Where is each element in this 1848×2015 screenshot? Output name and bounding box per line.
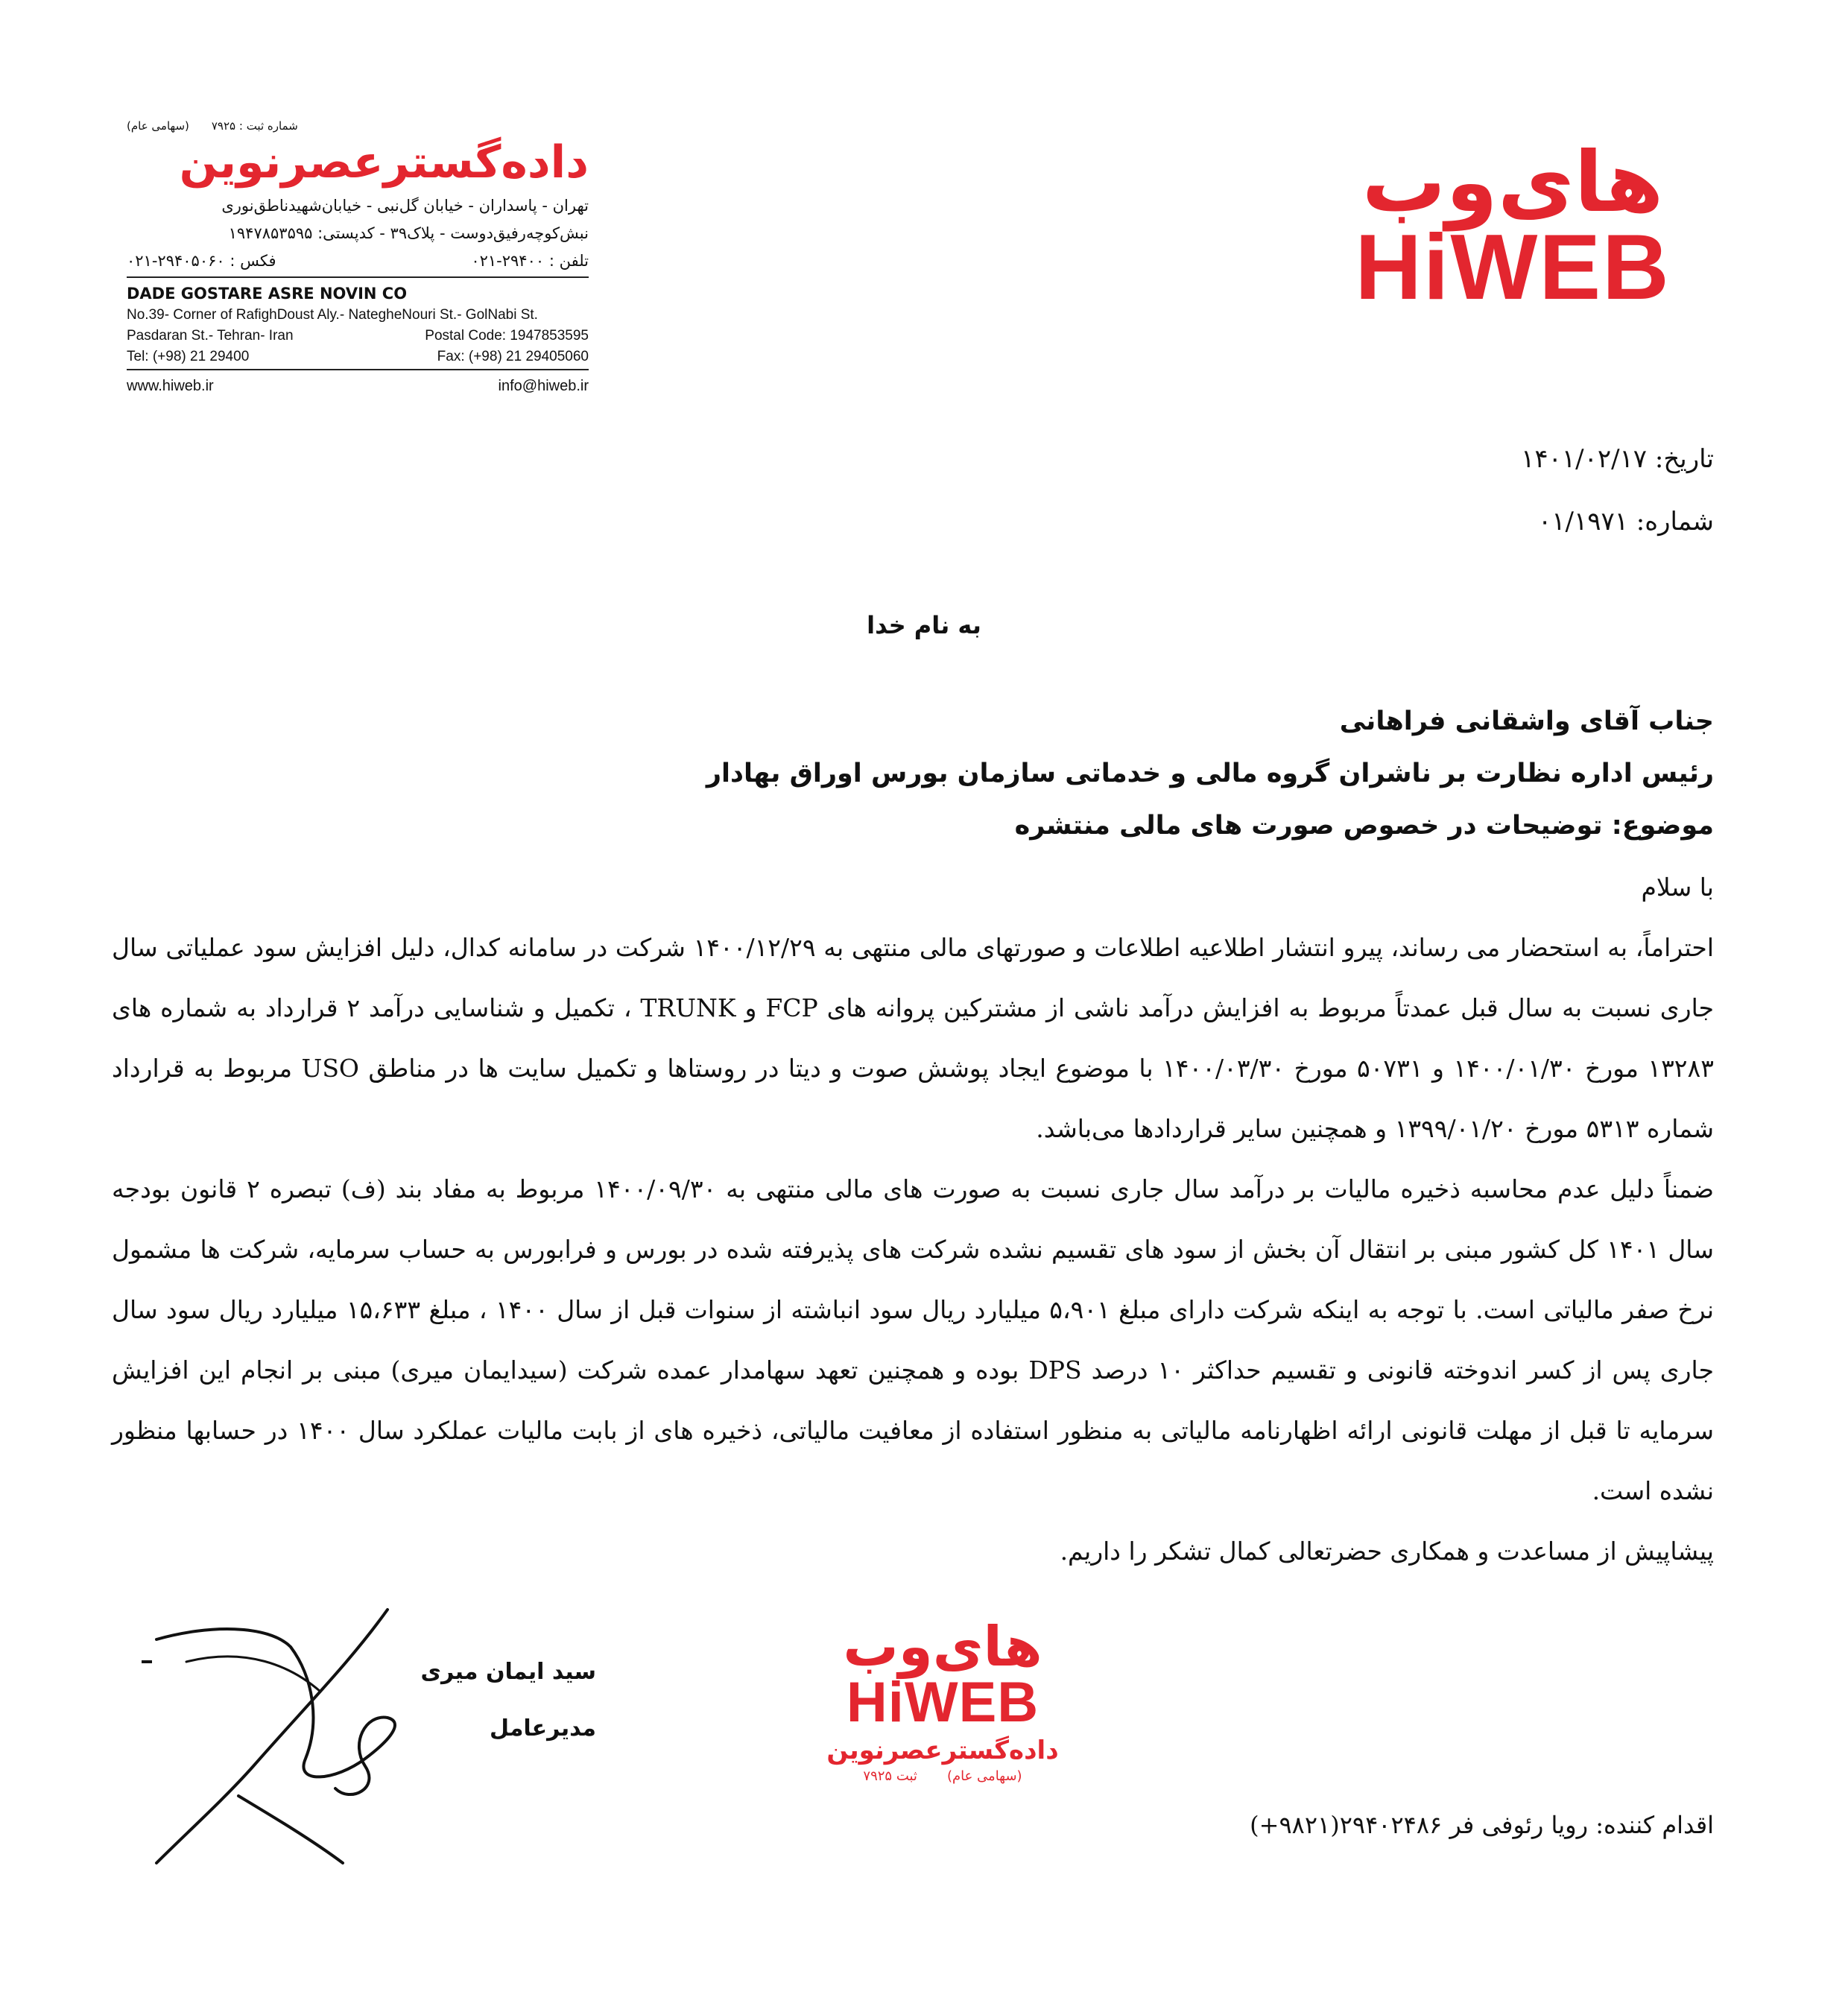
- hiweb-logo: [1349, 134, 1677, 319]
- contact-fa-row: [127, 247, 589, 275]
- letterhead-divider-2: [127, 369, 589, 370]
- contact-en-row: [127, 347, 589, 367]
- fax-en: Fax: (+98) 21 29405060: [437, 349, 589, 364]
- address-en-line-1: No.39- Corner of RafighDoust Aly.- NategheNouri St.- GolNabi St.: [127, 307, 538, 323]
- web-row: [127, 378, 589, 395]
- address-en-row: [127, 326, 589, 347]
- registration-number: شماره ثبت : ۷۹۲۵: [211, 119, 298, 133]
- letter-number: شماره: ۰۱/۱۹۷۱: [1537, 507, 1714, 537]
- fax-fa: فکس : ۲۹۴۰۵۰۶۰-۰۲۱: [127, 252, 276, 270]
- signatory-name: سید ایمان میری: [420, 1659, 596, 1685]
- stamp-logo-en: HiWEB: [846, 1671, 1040, 1734]
- greeting: با سلام: [1641, 873, 1714, 902]
- hiweb-logo-fa: های‌وب: [1361, 134, 1664, 231]
- letterhead-divider: [127, 276, 589, 278]
- basmala: به نام خدا: [867, 611, 981, 639]
- address-en-line-2: Pasdaran St.- Tehran- Iran: [127, 328, 294, 344]
- action-by: اقدام کننده: رویا رئوفی فر ۲۹۴۰۲۴۸۶(۹۸۲۱+): [1250, 1811, 1714, 1839]
- postal-code-en: Postal Code: 1947853595: [425, 328, 589, 344]
- paragraph: ضمناً دلیل عدم محاسبه ذخیره مالیات بر درآمد سال جاری نسبت به صورت های مالی منتهی به ۱۴۰۰/۰۹/۳۰ مربوط به مفاد بند (ف) تبصره ۲ قانون بودجه سال ۱۴۰۱ کل کشور مبنی بر انتقال آن بخش از سود های تقسیم نشده شرکت های پذیرفته شده در بورس و فرابورس به حساب سرمایه، شرکت ها مشمول نرخ صفر مالیاتی است. با توجه به اینکه شرکت دارای مبلغ ۵،۹۰۱ میلیارد ریال سود انباشته از سنوات قبل از سال ۱۴۰۰ ، مبلغ ۱۵،۶۳۳ میلیارد ریال سود سال جاری پس از کسر اندوخته قانونی و تقسیم حداکثر ۱۰ درصد DPS بوده و همچنین تعهد سهامدار عمده شرکت (سیدایمان میری) مبنی بر انجام این افزایش سرمایه تا قبل از مهلت قانونی ارائه اظهارنامه مالیاتی به منظور استفاده از معافیت مالیاتی، ذخیره های از بابت مالیات عملکرد سال ۱۴۰۰ در حسابها منظور نشده است.: [112, 1174, 1715, 1505]
- paragraph: احتراماً، به استحضار می رساند، پیرو انتشار اطلاعیه اطلاعات و صورتهای مالی منتهی به ۱۴۰۰/۱۲/۲۹ شرکت در سامانه کدال، دلیل افزایش سود عملیاتی سال جاری نسبت به سال قبل عمدتاً مربوط به افزایش درآمد ناشی از مشترکین پروانه های FCP و TRUNK ، تکمیل و شناسایی درآمد ۲ قرارداد به شماره های ۱۳۲۸۳ مورخ ۱۴۰۰/۰۱/۳۰ و ۵۰۷۳۱ مورخ ۱۴۰۰/۰۳/۳۰ با موضوع ایجاد پوشش صوت و دیتا در روستاها و تکمیل سایت ها در مناطق USO مربوط به قرارداد شماره ۵۳۱۳ مورخ ۱۳۹۹/۰۱/۲۰ و همچنین سایر قراردادها می‌باشد.: [112, 933, 1715, 1143]
- letterhead: [127, 119, 589, 395]
- letter-body: [112, 857, 1714, 1581]
- company-name-fa: داده‌گسترعصرنوین: [179, 136, 589, 189]
- stamp-logo-fa: های‌وب: [843, 1615, 1042, 1679]
- phone-fa: تلفن : ۲۹۴۰۰-۰۲۱: [471, 252, 589, 270]
- stamp-company-name: داده‌گسترعصرنوین: [826, 1736, 1059, 1765]
- recipient-name: جناب آقای واشقانی فراهانی: [1339, 706, 1714, 736]
- letterhead-registration-line: [127, 119, 589, 133]
- recipient-title: رئیس اداره نظارت بر ناشران گروه مالی و خدماتی سازمان بورس اوراق بهادار: [706, 759, 1714, 788]
- company-name-en: DADE GOSTARE ASRE NOVIN CO: [127, 285, 408, 303]
- letter-subject: موضوع: توضیحات در خصوص صورت های مالی منتشره: [1014, 811, 1714, 841]
- email-link[interactable]: info@hiweb.ir: [498, 378, 589, 394]
- company-stamp: [823, 1615, 1062, 1784]
- stamp-registration-row: [823, 1768, 1062, 1784]
- company-type: (سهامی عام): [127, 119, 189, 133]
- paragraph: پیشاپیش از مساعدت و همکاری حضرتعالی کمال تشکر را داریم.: [1060, 1537, 1714, 1566]
- signatory-role: مدیرعامل: [490, 1715, 596, 1742]
- address-fa-line-2: نبش‌کوچه‌رفیق‌دوست - پلاک‌۳۹ - کدپستی: ۱۹۴۷۸۵۳۵۹۵: [228, 224, 589, 242]
- address-fa-line-1: تهران - پاسداران - خیابان گل‌نبی - خیابان‌شهیدناطق‌نوری: [221, 197, 589, 215]
- letter-date: تاریخ: ۱۴۰۱/۰۲/۱۷: [1521, 444, 1714, 474]
- stamp-company-type: (سهامی عام): [946, 1768, 1022, 1784]
- stamp-registration: ثبت ۷۹۲۵: [863, 1768, 917, 1784]
- tel-en: Tel: (+98) 21 29400: [127, 349, 250, 364]
- website-link[interactable]: www.hiweb.ir: [127, 378, 214, 394]
- hiweb-logo-en: HiWEB: [1355, 216, 1671, 319]
